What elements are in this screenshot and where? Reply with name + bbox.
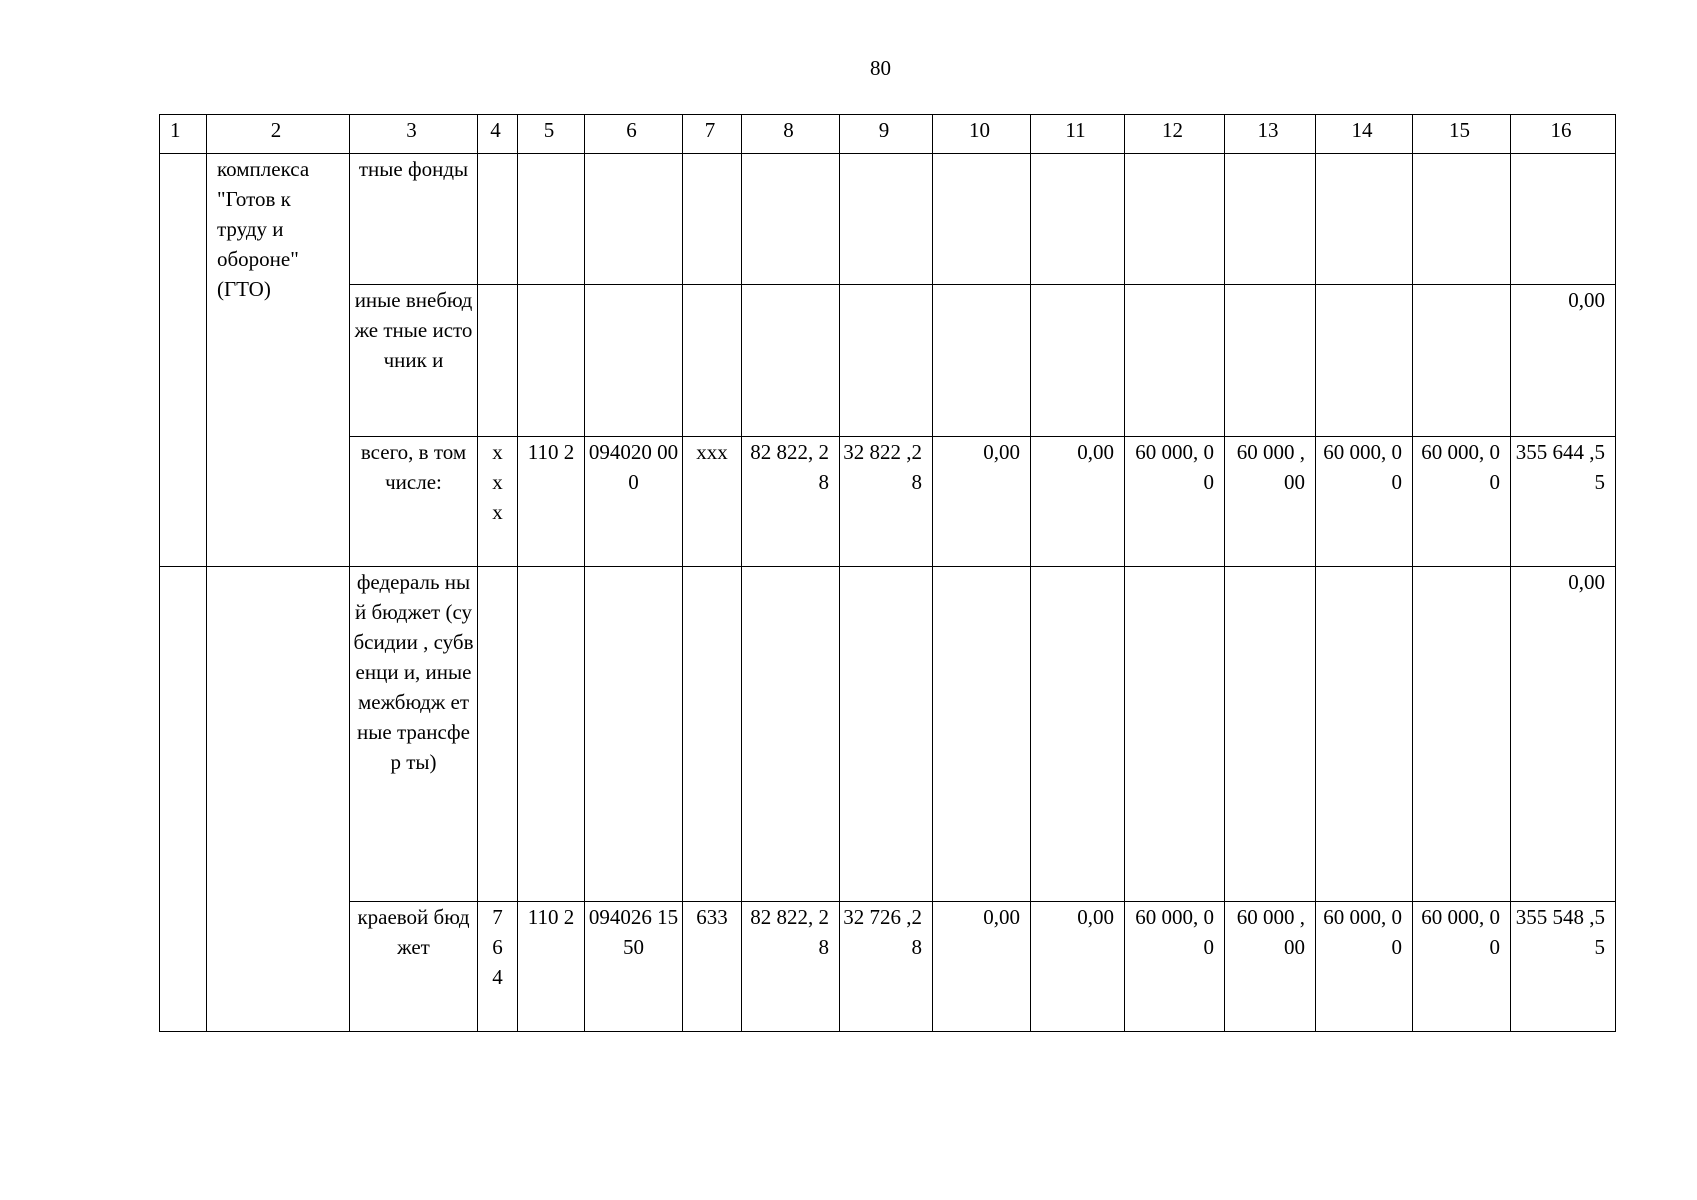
col-header-6: 6 xyxy=(585,115,683,154)
cell-col13 xyxy=(1225,154,1316,285)
row-number-cell xyxy=(160,154,207,567)
table-row xyxy=(160,437,1616,567)
cell-col4 xyxy=(478,902,518,1032)
cell-col11 xyxy=(1031,154,1125,285)
col-header-8: 8 xyxy=(742,115,840,154)
source-cell: краевой бюджет xyxy=(350,902,478,1032)
cell-col12: 60 000, 00 xyxy=(1125,437,1225,567)
cell-col16: 0,00 xyxy=(1511,567,1616,902)
cell-col6: 094020 000 xyxy=(585,437,683,567)
col-header-11: 11 xyxy=(1031,115,1125,154)
cell-col6 xyxy=(585,567,683,902)
cell-col4 xyxy=(478,154,518,285)
col-header-7: 7 xyxy=(683,115,742,154)
cell-col7: ххх xyxy=(683,437,742,567)
cell-col5 xyxy=(518,154,585,285)
cell-col9 xyxy=(840,285,933,437)
cell-col9 xyxy=(840,567,933,902)
cell-col4 xyxy=(478,567,518,902)
cell-col14 xyxy=(1316,285,1413,437)
event-name-cell-empty xyxy=(207,567,350,1032)
cell-col4 xyxy=(478,437,518,567)
col-header-9: 9 xyxy=(840,115,933,154)
cell-col16: 355 644 ,55 xyxy=(1511,437,1616,567)
cell-col16 xyxy=(1511,154,1616,285)
stacked-code xyxy=(492,437,503,527)
col-header-1: 1 xyxy=(160,115,207,154)
col-header-4: 4 xyxy=(478,115,518,154)
col-header-12: 12 xyxy=(1125,115,1225,154)
cell-col10: 0,00 xyxy=(933,902,1031,1032)
cell-col8 xyxy=(742,567,840,902)
cell-col5 xyxy=(518,285,585,437)
col-header-5: 5 xyxy=(518,115,585,154)
cell-col13: 60 000 ,00 xyxy=(1225,437,1316,567)
code-char: 4 xyxy=(492,965,503,989)
col-header-15: 15 xyxy=(1413,115,1511,154)
table-row xyxy=(160,902,1616,1032)
cell-col6 xyxy=(585,154,683,285)
cell-col7: 633 xyxy=(683,902,742,1032)
cell-col7 xyxy=(683,154,742,285)
cell-col11: 0,00 xyxy=(1031,437,1125,567)
code-char: 7 xyxy=(492,905,503,929)
row-number-cell xyxy=(160,567,207,1032)
source-cell: тные фонды xyxy=(350,154,478,285)
cell-col15: 60 000, 00 xyxy=(1413,902,1511,1032)
cell-col14: 60 000, 00 xyxy=(1316,437,1413,567)
cell-col11: 0,00 xyxy=(1031,902,1125,1032)
stacked-code xyxy=(492,902,503,992)
table-row xyxy=(160,154,1616,285)
code-char: х xyxy=(492,470,503,494)
col-header-16: 16 xyxy=(1511,115,1616,154)
cell-col14: 60 000, 00 xyxy=(1316,902,1413,1032)
cell-col10 xyxy=(933,567,1031,902)
cell-col12: 60 000, 00 xyxy=(1125,902,1225,1032)
cell-col16: 0,00 xyxy=(1511,285,1616,437)
cell-col15: 60 000, 00 xyxy=(1413,437,1511,567)
col-header-10: 10 xyxy=(933,115,1031,154)
cell-col12 xyxy=(1125,154,1225,285)
cell-col15 xyxy=(1413,285,1511,437)
cell-col12 xyxy=(1125,285,1225,437)
budget-table xyxy=(159,114,1616,1032)
event-name-cell: комплекса "Готов к труду и обороне" (ГТО) xyxy=(207,154,350,567)
cell-col13 xyxy=(1225,285,1316,437)
cell-col9: 32 726 ,28 xyxy=(840,902,933,1032)
table-row xyxy=(160,567,1616,902)
code-char: 6 xyxy=(492,935,503,959)
code-char: х xyxy=(492,500,503,524)
source-cell: федераль ный бюджет (субсидии , субвенци и, иные межбюдж етные трансфер ты) xyxy=(350,567,478,902)
cell-col9: 32 822 ,28 xyxy=(840,437,933,567)
cell-col13: 60 000 ,00 xyxy=(1225,902,1316,1032)
cell-col10 xyxy=(933,285,1031,437)
cell-col10: 0,00 xyxy=(933,437,1031,567)
cell-col8 xyxy=(742,154,840,285)
cell-col11 xyxy=(1031,285,1125,437)
cell-col8: 82 822, 28 xyxy=(742,902,840,1032)
header-row xyxy=(160,115,1616,154)
source-cell: иные внебюдже тные источник и xyxy=(350,285,478,437)
cell-col12 xyxy=(1125,567,1225,902)
code-char: х xyxy=(492,440,503,464)
cell-col10 xyxy=(933,154,1031,285)
cell-col14 xyxy=(1316,154,1413,285)
cell-col11 xyxy=(1031,567,1125,902)
table-row xyxy=(160,285,1616,437)
cell-col9 xyxy=(840,154,933,285)
cell-col7 xyxy=(683,285,742,437)
col-header-2: 2 xyxy=(207,115,350,154)
cell-col14 xyxy=(1316,567,1413,902)
cell-col6 xyxy=(585,285,683,437)
page-number: 80 xyxy=(870,56,891,80)
cell-col6: 094026 1550 xyxy=(585,902,683,1032)
cell-col5: 110 2 xyxy=(518,437,585,567)
cell-col8 xyxy=(742,285,840,437)
col-header-14: 14 xyxy=(1316,115,1413,154)
col-header-13: 13 xyxy=(1225,115,1316,154)
cell-col5 xyxy=(518,567,585,902)
cell-col8: 82 822, 28 xyxy=(742,437,840,567)
cell-col15 xyxy=(1413,154,1511,285)
cell-col16: 355 548 ,55 xyxy=(1511,902,1616,1032)
cell-col15 xyxy=(1413,567,1511,902)
cell-col13 xyxy=(1225,567,1316,902)
cell-col7 xyxy=(683,567,742,902)
cell-col4 xyxy=(478,285,518,437)
cell-col5: 110 2 xyxy=(518,902,585,1032)
col-header-3: 3 xyxy=(350,115,478,154)
source-cell: всего, в том числе: xyxy=(350,437,478,567)
